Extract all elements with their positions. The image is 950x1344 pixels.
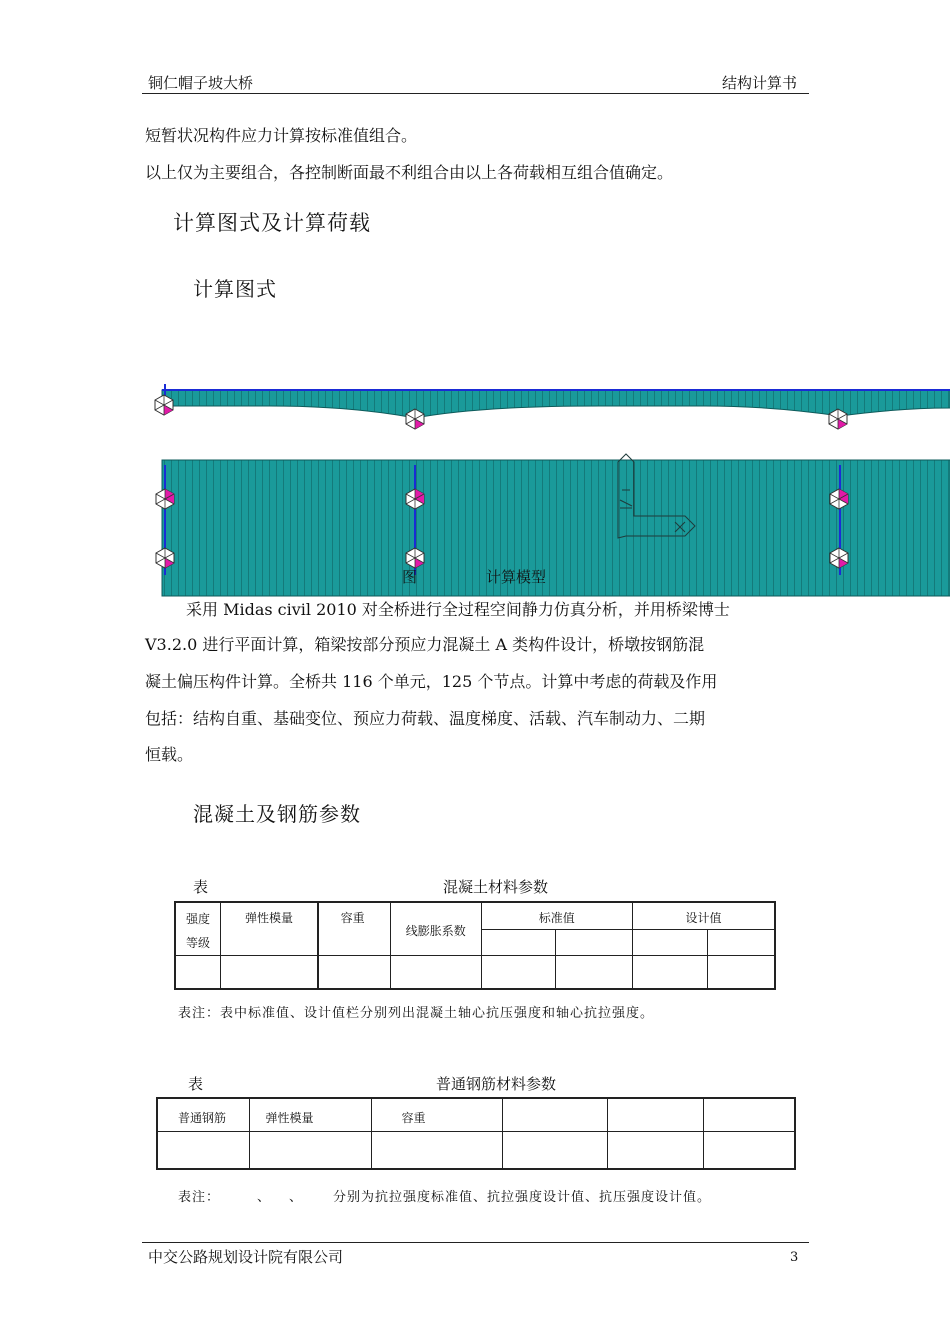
- header-rule: [142, 93, 809, 94]
- col-header-modulus: 弹性模量: [249, 1098, 371, 1131]
- table1-label: 表: [193, 878, 209, 896]
- section-title: 计算图式及计算荷载: [173, 211, 371, 235]
- body-line-4: 包括：结构自重、基础变位、预应力荷载、温度梯度、活载、汽车制动力、二期: [145, 709, 706, 728]
- table-cell: [221, 956, 318, 989]
- table2-label: 表: [188, 1075, 204, 1093]
- body-line-1: 采用 Midas civil 2010 对全桥进行全过程空间静力仿真分析，并用桥梁博士: [186, 600, 730, 619]
- table1-title: 混凝土材料参数: [443, 878, 549, 896]
- table-cell: [607, 1131, 703, 1169]
- col-header-modulus: 弹性模量: [221, 902, 318, 956]
- col-header-grade: 等级: [186, 936, 211, 950]
- figure-label: 图: [402, 568, 418, 586]
- table2-note-prefix: 表注：: [178, 1190, 221, 1205]
- footer-company: 中交公路规划设计院有限公司: [148, 1248, 344, 1266]
- col-header-standard: 标准值: [481, 902, 632, 930]
- col-header-unit-weight: 容重: [318, 902, 391, 956]
- support-icon: [406, 489, 424, 509]
- col-header-expansion: 线膨胀系数: [390, 902, 481, 956]
- subsection-title-1: 计算图式: [193, 277, 277, 301]
- table-cell: [502, 1131, 607, 1169]
- support-icon: [156, 489, 174, 509]
- body-line-5: 恒载。: [145, 745, 194, 764]
- body-line-2: V3.2.0 进行平面计算，箱梁按部分预应力混凝土 A 类构件设计，桥墩按钢筋混: [145, 635, 705, 654]
- col-header-unit-weight: 容重: [371, 1098, 502, 1131]
- page-number: 3: [790, 1250, 799, 1265]
- header-left: 铜仁帽子坡大桥: [148, 74, 254, 92]
- table1-note: 表注：表中标准值、设计值栏分别列出混凝土轴心抗压强度和轴心抗拉强度。: [178, 1006, 655, 1021]
- table-cell: [556, 956, 633, 989]
- intro-line-2: 以上仅为主要组合，各控制断面最不利组合由以上各荷载相互组合值确定。: [145, 163, 674, 182]
- table-cell: [157, 1131, 249, 1169]
- body-line-3: 凝土偏压构件计算。全桥共 116 个单元，125 个节点。计算中考虑的荷载及作用: [145, 672, 718, 691]
- table2-note-sep1: 、: [257, 1190, 272, 1205]
- model-figure: [150, 380, 950, 600]
- support-icon: [155, 395, 173, 415]
- table-cell: [707, 956, 775, 989]
- plan-view: [162, 460, 950, 596]
- table2-title: 普通钢筋材料参数: [436, 1075, 557, 1093]
- support-icon: [830, 548, 848, 568]
- support-icon: [829, 409, 847, 429]
- table2-note-text: 分别为抗拉强度标准值、抗拉强度设计值、抗压强度设计值。: [333, 1190, 712, 1205]
- table-cell: [390, 956, 481, 989]
- header-right: 结构计算书: [722, 74, 798, 92]
- support-icon: [406, 409, 424, 429]
- rebar-table: [156, 1097, 796, 1170]
- figure-caption: 计算模型: [486, 568, 547, 586]
- subsection-title-2: 混凝土及钢筋参数: [193, 802, 361, 826]
- support-icon: [830, 489, 848, 509]
- col-header-design: 设计值: [633, 902, 776, 930]
- support-icon: [156, 548, 174, 568]
- table-cell: [703, 1131, 795, 1169]
- col-header-rebar: 普通钢筋: [157, 1098, 249, 1131]
- table-cell: [371, 1131, 502, 1169]
- col-header-strength: 强度: [186, 912, 211, 926]
- table-cell: [318, 956, 391, 989]
- table2-note-sep2: 、: [289, 1190, 304, 1205]
- table-cell: [175, 956, 221, 989]
- table-cell: [249, 1131, 371, 1169]
- footer-rule: [142, 1242, 809, 1243]
- table-cell: [633, 956, 708, 989]
- table-cell: [481, 956, 556, 989]
- concrete-table: [174, 901, 776, 990]
- intro-line-1: 短暂状况构件应力计算按标准值组合。: [145, 126, 418, 145]
- support-icon: [406, 548, 424, 568]
